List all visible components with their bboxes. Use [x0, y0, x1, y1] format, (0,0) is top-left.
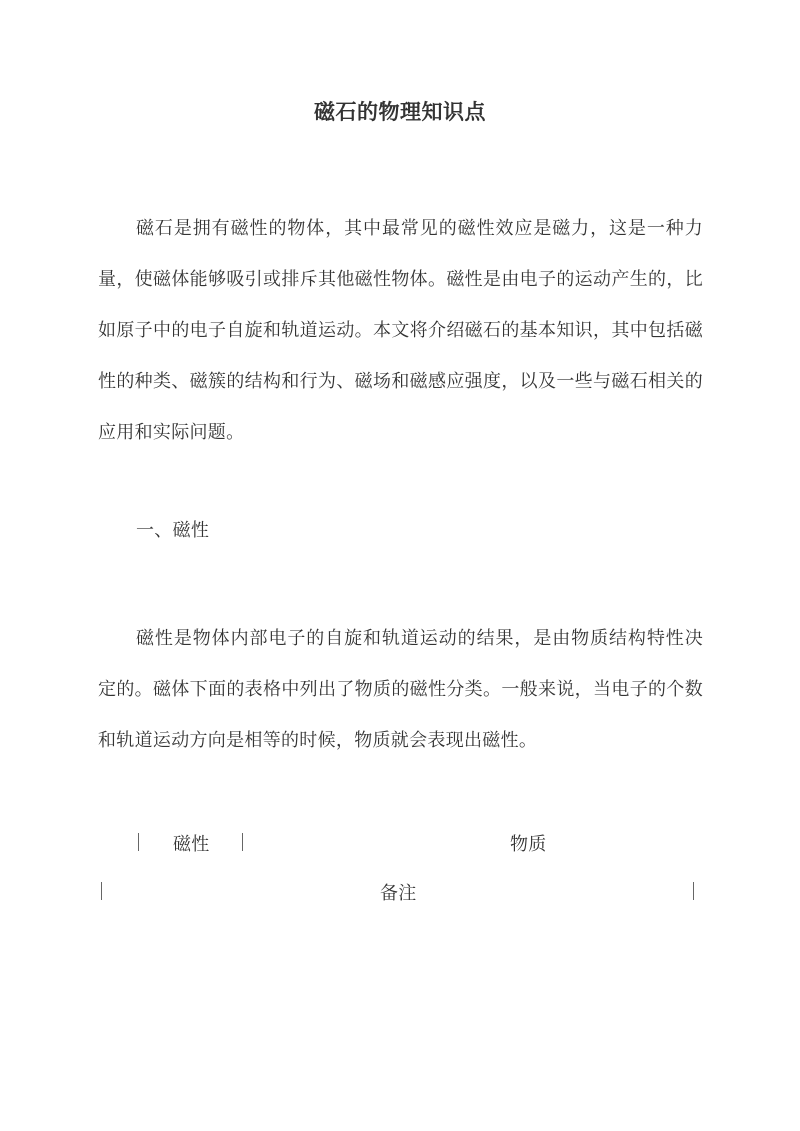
table-border: [242, 833, 243, 851]
table-header-magnetism: 磁性: [173, 834, 210, 855]
section-heading: 一、磁性: [136, 520, 210, 541]
table-header-remarks: 备注: [380, 883, 417, 904]
table-border: [101, 882, 102, 900]
section-paragraph: 磁性是物体内部电子的自旋和轨道运动的结果，是由物质结构特性决定的。磁体下面的表格中列出了物质的磁性分类。一般来说，当电子的个数和轨道运动方向是相等的时候，物质就会表现出磁性。: [98, 628, 703, 751]
intro-paragraph: 磁石是拥有磁性的物体，其中最常见的磁性效应是磁力，这是一种力量，使磁体能够吸引或排斥其他磁性物体。磁性是由电子的运动产生的，比如原子中的电子自旋和轨道运动。本文将介绍磁石的基本知识，其中包括磁性的种类、磁簇的结构和行为、磁场和磁感应强度，以及一些与磁石相关的应用和实际问题。: [98, 218, 703, 443]
page-title: 磁石的物理知识点: [314, 99, 486, 124]
table-header-substance: 物质: [510, 834, 547, 855]
table-border: [138, 833, 139, 851]
table-border: [693, 882, 694, 900]
